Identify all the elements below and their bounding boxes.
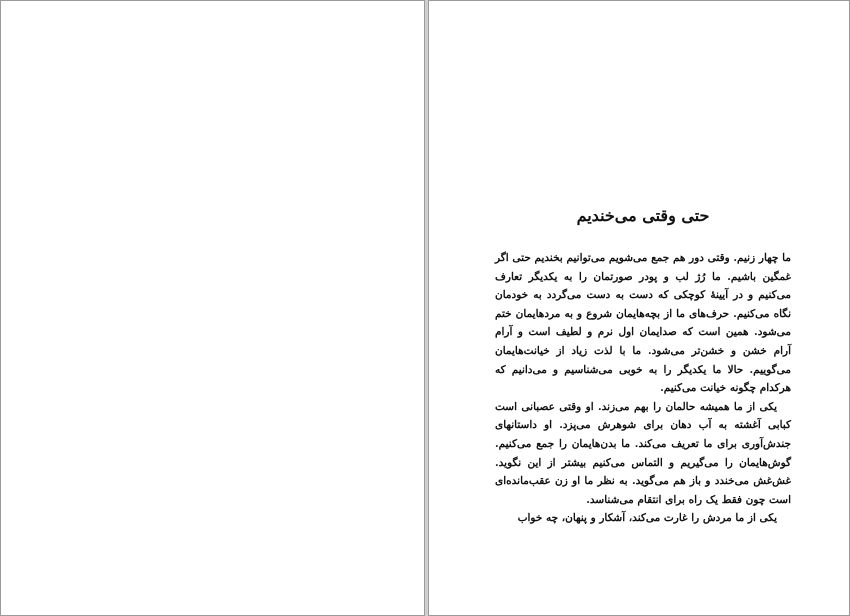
paragraph-1: ما چهار زنیم. وقتی دور هم جمع می‌شویم می‌توانیم بخندیم حتی اگر غمگین باشیم. ما رُژ لب و پودر صورتمان را به یکدیگر تعارف می‌کنیم و در آیینهٔ کوچکی که دست به دست می‌گردد به خودمان نگاه می‌کنیم. حرف‌های ما از بچه‌هایمان شروع و به مردهایمان ختم می‌شود. همین است که صدایمان اول نرم و لطیف است و آرام آرام خشن و خشن‌تر می‌شود. ما با لذت زیاد از خیانت‌هایمان می‌گوییم. حالا ما یکدیگر را به خوبی می‌شناسیم و می‌دانیم که هرکدام چگونه خیانت می‌کنیم. [495, 252, 791, 395]
chapter-title: حتی وقتی می‌خندیم [576, 206, 710, 225]
paragraph-2: یکی از ما همیشه حالمان را بهم می‌زند. او وقتی عصبانی است کبابی آغشته به آب دهان برای شوهرش می‌پزد. او داستانهای جندش‌آوری برای ما تعریف می‌کند. ما بدن‌هایمان را جمع می‌کنیم. گوش‌هایمان را می‌گیریم و التماس می‌کنیم بیشتر از این نگوید. غش‌غش می‌خندد و باز هم می‌گوید. به نظر ما او زن عقب‌مانده‌ای است چون فقط یک راه برای انتقام می‌شناسد. [495, 400, 791, 506]
page-content [495, 204, 791, 528]
paragraph-3: یکی از ما مردش را غارت می‌کند، آشکار و پنهان، چه خواب [517, 512, 777, 525]
right-page [428, 0, 850, 616]
